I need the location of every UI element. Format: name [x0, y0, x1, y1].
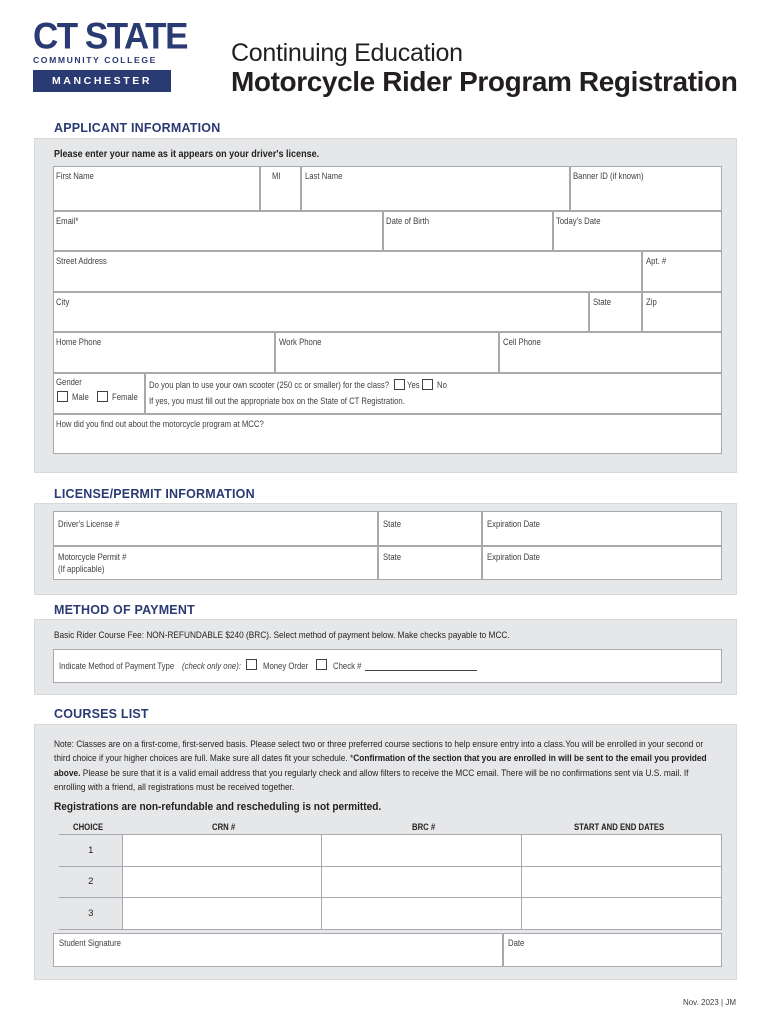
check-number-line[interactable] — [365, 670, 477, 671]
city-field[interactable] — [53, 292, 589, 332]
male-checkbox[interactable] — [57, 391, 68, 402]
payment-method-field — [53, 649, 722, 683]
table-row — [59, 835, 722, 867]
zip-label: Zip — [646, 297, 657, 307]
drivers-license-field[interactable] — [53, 511, 378, 546]
check-label: Check # — [333, 661, 362, 671]
logo-ct-state: CT STATE — [33, 16, 187, 57]
license-expiration-field[interactable] — [482, 511, 722, 546]
last-name-label: Last Name — [305, 171, 343, 181]
todays-date-label: Today's Date — [556, 216, 601, 226]
courses-note: Note: Classes are on a first-come, first-served basis. Please select two or three preferred course sections to help ensure entry into a class.You will be enrolled in your second or third choice if your higher choices are full. Make sure all dates fit your schedule. *Confirmation of the section that you are enrolled in will be sent to the email you provided above. Please be sure that it is a valid email address that you regularly check and allow filters to receive the MCC email. There will be no confirmations sent via U.S. mail. If enrolling with a friend, all registrations must be received together. — [54, 739, 707, 793]
scooter-yes-label: Yes — [407, 380, 420, 390]
dates-cell[interactable] — [522, 866, 722, 898]
brc-cell[interactable] — [322, 898, 522, 930]
first-name-field[interactable] — [53, 166, 260, 211]
footer-version: Nov. 2023 | JM — [682, 998, 736, 1007]
scooter-note: If yes, you must fill out the appropriate box on the State of CT Registration. — [149, 396, 405, 406]
fee-text: Basic Rider Course Fee: NON-REFUNDABLE $240 (BRC). Select method of payment below. Make checks payable to MCC. — [54, 630, 510, 641]
permit-label: Motorcycle Permit # — [58, 552, 127, 562]
choice-number: 2 — [59, 866, 123, 898]
scooter-question: Do you plan to use your own scooter (250 cc or smaller) for the class? — [149, 380, 390, 390]
permit-field[interactable] — [53, 546, 378, 580]
home-phone-label: Home Phone — [56, 337, 102, 347]
crn-cell[interactable] — [123, 866, 322, 898]
choice-number: 3 — [59, 898, 123, 930]
email-label: Email* — [56, 216, 79, 226]
todays-date-field[interactable] — [553, 211, 722, 251]
scooter-field — [145, 373, 722, 414]
street-address-label: Street Address — [56, 256, 107, 266]
male-label: Male — [72, 392, 89, 402]
home-phone-field[interactable] — [53, 332, 275, 373]
apt-label: Apt. # — [646, 256, 667, 266]
check-checkbox[interactable] — [316, 659, 327, 670]
brc-cell[interactable] — [322, 835, 522, 867]
mi-field[interactable] — [260, 166, 301, 211]
city-label: City — [56, 297, 70, 307]
page-title: Motorcycle Rider Program Registration — [231, 66, 738, 97]
permit-state-label: State — [383, 552, 402, 562]
female-label: Female — [112, 392, 138, 402]
student-signature-field[interactable] — [53, 933, 503, 967]
dob-field[interactable] — [383, 211, 553, 251]
gender-field — [53, 373, 145, 414]
brc-cell[interactable] — [322, 866, 522, 898]
cell-phone-field[interactable] — [499, 332, 722, 373]
payment-method-label: Indicate Method of Payment Type — [59, 661, 175, 671]
find-out-label: How did you find out about the motorcycle program at MCC? — [56, 419, 264, 429]
dates-cell[interactable] — [522, 835, 722, 867]
choice-number: 1 — [59, 835, 123, 867]
money-order-checkbox[interactable] — [246, 659, 257, 670]
scooter-yes-checkbox[interactable] — [394, 379, 405, 390]
nonrefundable-notice: Registrations are non-refundable and rescheduling is not permitted. — [54, 801, 382, 813]
email-field[interactable] — [53, 211, 383, 251]
mi-label: MI — [272, 171, 281, 181]
payment-heading: METHOD OF PAYMENT — [54, 603, 195, 617]
courses-heading: COURSES LIST — [54, 707, 149, 721]
col-dates: START AND END DATES — [574, 822, 665, 832]
check-only-one-label: (check only one): — [182, 661, 241, 671]
license-state-label: State — [383, 519, 402, 529]
signature-date-label: Date — [508, 938, 525, 948]
drivers-license-label: Driver's License # — [58, 519, 120, 529]
table-row — [59, 898, 722, 930]
logo-manchester: MANCHESTER — [33, 70, 171, 92]
permit-applicable-label: (If applicable) — [58, 564, 105, 574]
crn-cell[interactable] — [123, 898, 322, 930]
zip-field[interactable] — [642, 292, 722, 332]
dates-cell[interactable] — [522, 898, 722, 930]
license-state-field[interactable] — [378, 511, 482, 546]
col-brc: BRC # — [412, 822, 436, 832]
scooter-no-label: No — [437, 380, 447, 390]
street-address-field[interactable] — [53, 251, 642, 292]
work-phone-label: Work Phone — [279, 337, 322, 347]
permit-state-field[interactable] — [378, 546, 482, 580]
scooter-no-checkbox[interactable] — [422, 379, 433, 390]
work-phone-field[interactable] — [275, 332, 499, 373]
apt-field[interactable] — [642, 251, 722, 292]
license-expiration-label: Expiration Date — [487, 519, 540, 529]
gender-label: Gender — [56, 377, 82, 387]
student-signature-label: Student Signature — [59, 938, 121, 948]
table-row — [59, 866, 722, 898]
female-checkbox[interactable] — [97, 391, 108, 402]
last-name-field[interactable] — [301, 166, 570, 211]
license-heading: LICENSE/PERMIT INFORMATION — [54, 487, 255, 501]
banner-id-label: Banner ID (if known) — [573, 171, 644, 181]
col-crn: CRN # — [212, 822, 236, 832]
name-instruction: Please enter your name as it appears on your driver's license. — [54, 148, 320, 160]
money-order-label: Money Order — [263, 661, 309, 671]
permit-expiration-label: Expiration Date — [487, 552, 540, 562]
state-field[interactable] — [589, 292, 642, 332]
col-choice: CHOICE — [73, 822, 104, 832]
applicant-heading: APPLICANT INFORMATION — [54, 121, 221, 135]
find-out-field[interactable] — [53, 414, 722, 454]
courses-table — [59, 834, 722, 930]
crn-cell[interactable] — [123, 835, 322, 867]
logo-community-college: COMMUNITY COLLEGE — [33, 55, 157, 65]
signature-date-field[interactable] — [503, 933, 722, 967]
subtitle: Continuing Education — [231, 39, 463, 67]
banner-id-field[interactable] — [570, 166, 722, 211]
state-label: State — [593, 297, 612, 307]
first-name-label: First Name — [56, 171, 94, 181]
dob-label: Date of Birth — [386, 216, 430, 226]
cell-phone-label: Cell Phone — [503, 337, 541, 347]
permit-expiration-field[interactable] — [482, 546, 722, 580]
